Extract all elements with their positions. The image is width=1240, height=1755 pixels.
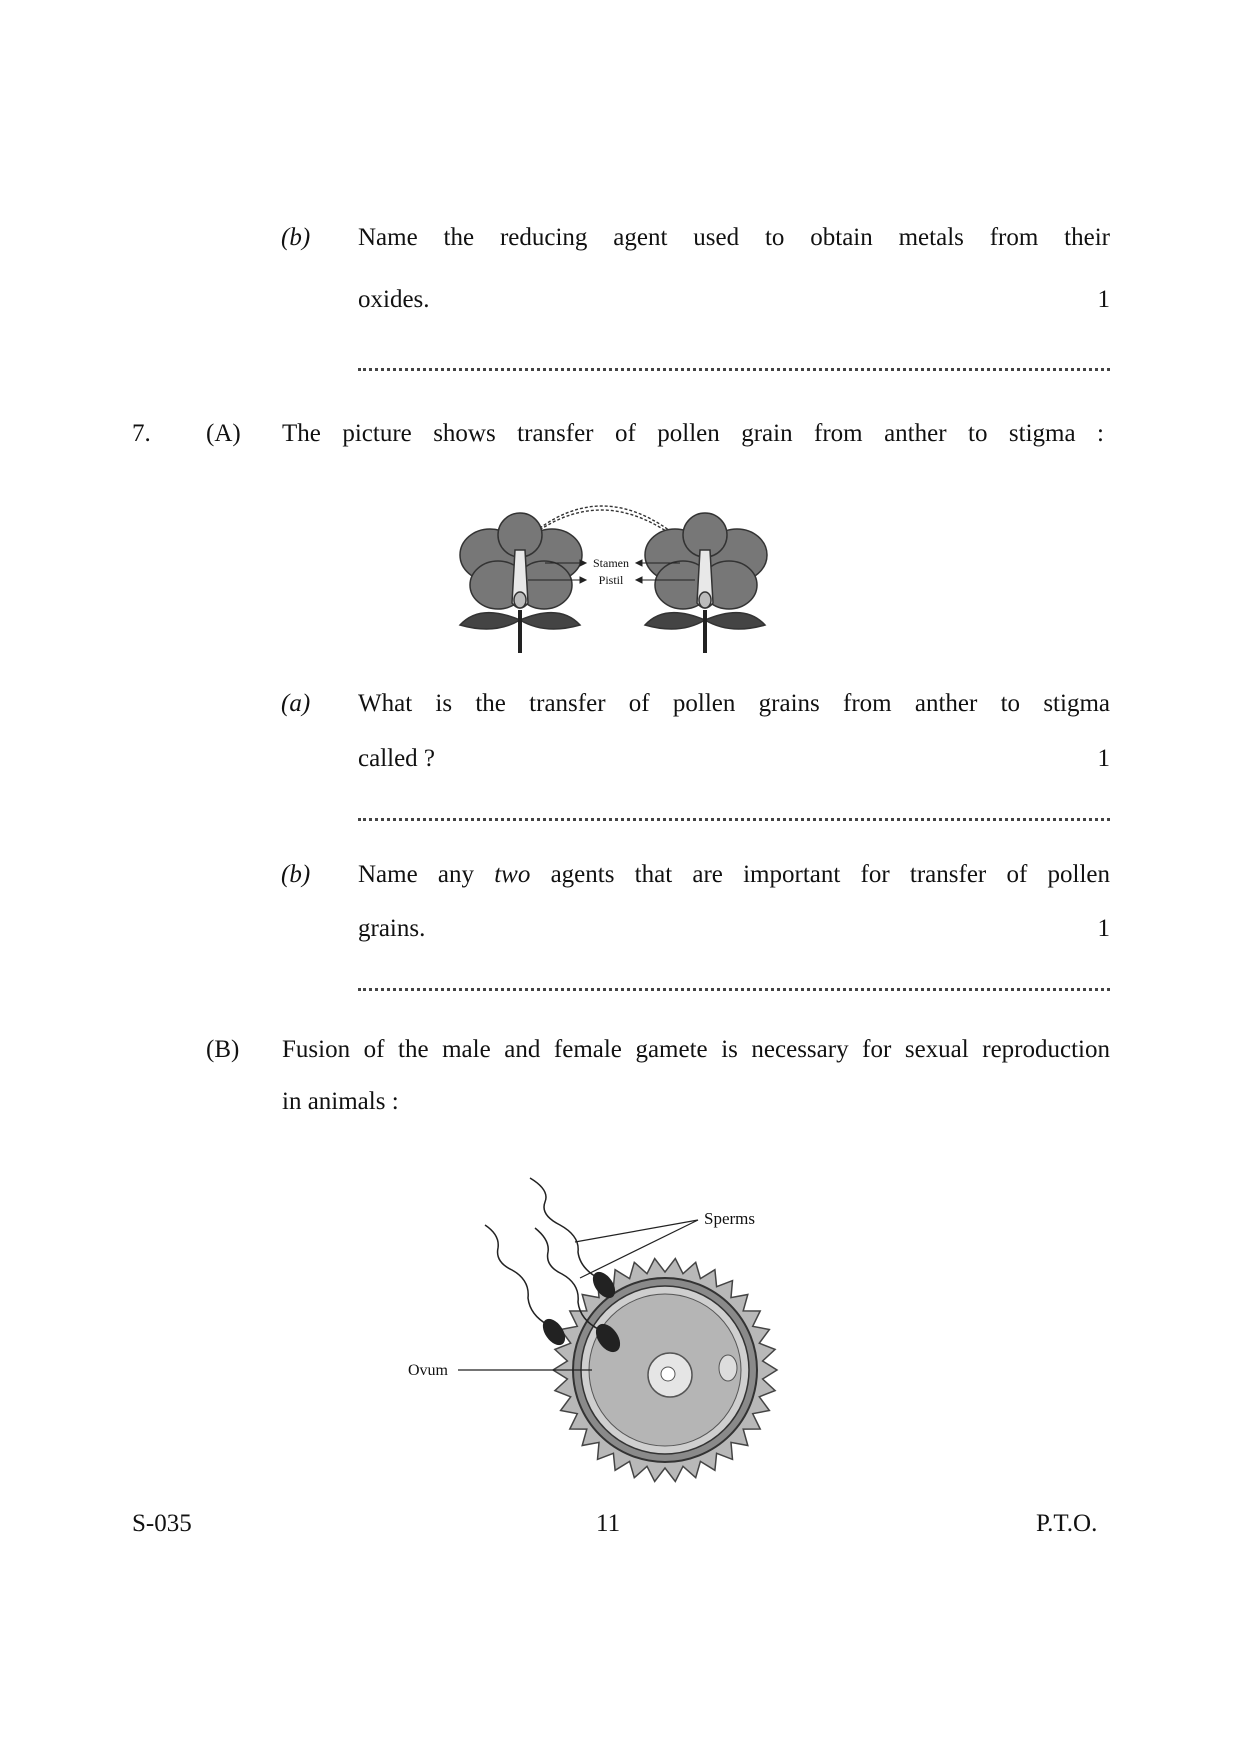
q7a-a-line1: What is the transfer of pollen grains from anther to stigma — [358, 690, 1110, 717]
q7a-b-line1: Name any two agents that are important for transfer of pollen — [358, 861, 1110, 888]
q7b-label: (B) — [206, 1036, 240, 1063]
q7a-a-marks: 1 — [1097, 745, 1110, 772]
q6b-question-line2: oxides. — [358, 286, 430, 313]
q7b-line1: Fusion of the male and female gamete is necessary for sexual reproduction — [282, 1036, 1110, 1063]
ovum-label: Ovum — [408, 1362, 448, 1379]
sperms-label: Sperms — [704, 1209, 755, 1228]
q7a-b-label: (b) — [281, 861, 311, 888]
pistil-label: Pistil — [598, 573, 624, 587]
q7a-a-label: (a) — [281, 690, 311, 717]
right-flower — [645, 513, 767, 653]
paper-code: S-035 — [132, 1510, 192, 1537]
q7a-b-answer-line[interactable] — [358, 988, 1110, 991]
q6b-answer-line[interactable] — [358, 368, 1110, 371]
q6b-question-line1: Name the reducing agent used to obtain metals from their — [358, 224, 1110, 251]
q7a-text: The picture shows transfer of pollen grain from anther to stigma : — [282, 420, 1104, 447]
fertilization-figure — [408, 1170, 820, 1470]
q7b-line2: in animals : — [282, 1088, 399, 1115]
q6b-label: (b) — [281, 224, 311, 251]
page-number: 11 — [596, 1510, 621, 1537]
pto-label: P.T.O. — [1036, 1510, 1098, 1537]
q7a-label: (A) — [206, 420, 241, 447]
q6b-marks: 1 — [1097, 286, 1110, 313]
pollination-figure — [440, 485, 800, 655]
q7a-b-marks: 1 — [1097, 915, 1110, 942]
q7a-a-line2: called ? — [358, 745, 436, 772]
q7-number: 7. — [132, 420, 151, 447]
q7a-a-answer-line[interactable] — [358, 818, 1110, 821]
left-flower — [460, 513, 582, 653]
q7a-b-line2: grains. — [358, 915, 426, 942]
stamen-label: Stamen — [593, 556, 629, 570]
